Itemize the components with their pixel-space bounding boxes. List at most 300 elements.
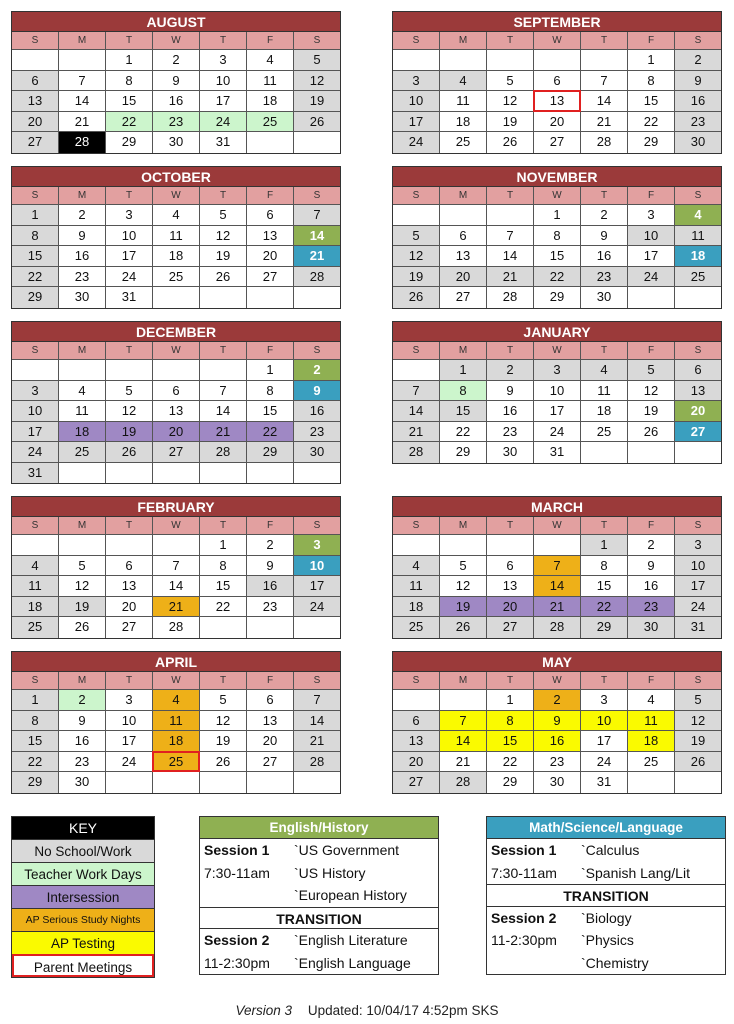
weekday-label: M bbox=[440, 517, 487, 535]
week-row bbox=[12, 205, 340, 226]
week-row bbox=[393, 711, 721, 732]
week-row bbox=[12, 112, 340, 133]
day-cell: 3 bbox=[581, 690, 628, 711]
weekday-label: S bbox=[12, 672, 59, 690]
weekday-label: M bbox=[440, 672, 487, 690]
day-cell: 24 bbox=[581, 752, 628, 773]
day-cell: 1 bbox=[487, 690, 534, 711]
day-cell: 3 bbox=[12, 381, 59, 402]
weekday-label: T bbox=[106, 517, 153, 535]
weekday-label: T bbox=[487, 672, 534, 690]
day-cell: 14 bbox=[581, 91, 628, 112]
day-cell: 17 bbox=[581, 731, 628, 752]
footer bbox=[0, 1003, 734, 1018]
week-row bbox=[12, 422, 340, 443]
day-cell bbox=[294, 132, 340, 153]
day-cell: 10 bbox=[294, 556, 340, 577]
day-cell: 5 bbox=[487, 71, 534, 92]
day-cell: 9 bbox=[487, 381, 534, 402]
week-row bbox=[393, 287, 721, 308]
day-cell: 6 bbox=[106, 556, 153, 577]
day-cell: 9 bbox=[59, 711, 106, 732]
day-cell: 21 bbox=[294, 246, 340, 267]
day-cell: 24 bbox=[393, 132, 440, 153]
weekday-header bbox=[12, 672, 340, 690]
weekday-header bbox=[393, 32, 721, 50]
day-cell: 13 bbox=[487, 576, 534, 597]
day-cell: 26 bbox=[59, 617, 106, 638]
day-cell: 5 bbox=[200, 205, 247, 226]
day-cell: 14 bbox=[153, 576, 200, 597]
day-cell: 18 bbox=[393, 597, 440, 618]
month-title: MARCH bbox=[393, 497, 721, 517]
month-title: SEPTEMBER bbox=[393, 12, 721, 32]
day-cell bbox=[294, 463, 340, 484]
day-cell: 23 bbox=[294, 422, 340, 443]
week-row bbox=[393, 360, 721, 381]
day-cell bbox=[393, 205, 440, 226]
day-cell: 11 bbox=[581, 381, 628, 402]
day-cell: 1 bbox=[534, 205, 581, 226]
weekday-label: F bbox=[247, 187, 294, 205]
day-cell: 14 bbox=[393, 401, 440, 422]
weekday-label: M bbox=[59, 672, 106, 690]
day-cell: 26 bbox=[200, 267, 247, 288]
week-row bbox=[393, 690, 721, 711]
weekday-label: T bbox=[106, 32, 153, 50]
day-cell: 22 bbox=[487, 752, 534, 773]
week-row bbox=[12, 463, 340, 484]
week-row bbox=[12, 690, 340, 711]
day-cell: 18 bbox=[581, 401, 628, 422]
day-cell: 8 bbox=[12, 226, 59, 247]
weekday-label: T bbox=[106, 342, 153, 360]
day-cell: 15 bbox=[12, 731, 59, 752]
day-cell: 3 bbox=[393, 71, 440, 92]
day-cell: 27 bbox=[440, 287, 487, 308]
day-cell: 26 bbox=[393, 287, 440, 308]
weekday-header bbox=[12, 517, 340, 535]
day-cell: 24 bbox=[200, 112, 247, 133]
day-cell: 24 bbox=[294, 597, 340, 618]
exam-name: `European History bbox=[294, 887, 407, 903]
day-cell: 27 bbox=[153, 442, 200, 463]
weekday-label: S bbox=[675, 187, 721, 205]
day-cell: 21 bbox=[200, 422, 247, 443]
week-row bbox=[12, 50, 340, 71]
day-cell: 24 bbox=[106, 752, 153, 773]
day-cell: 5 bbox=[675, 690, 721, 711]
day-cell: 21 bbox=[294, 731, 340, 752]
week-row bbox=[12, 381, 340, 402]
exam-name: `Physics bbox=[581, 932, 634, 948]
day-cell: 26 bbox=[487, 132, 534, 153]
day-cell: 11 bbox=[153, 226, 200, 247]
day-cell: 31 bbox=[581, 772, 628, 793]
month-march bbox=[392, 496, 722, 639]
day-cell: 18 bbox=[675, 246, 721, 267]
day-cell bbox=[440, 50, 487, 71]
day-cell: 1 bbox=[581, 535, 628, 556]
day-cell: 23 bbox=[581, 267, 628, 288]
day-cell: 16 bbox=[153, 91, 200, 112]
session-label: Session 1 bbox=[204, 842, 270, 858]
day-cell bbox=[153, 772, 200, 793]
day-cell: 4 bbox=[628, 690, 675, 711]
day-cell: 6 bbox=[393, 711, 440, 732]
day-cell: 12 bbox=[675, 711, 721, 732]
day-cell: 15 bbox=[200, 576, 247, 597]
day-cell bbox=[106, 463, 153, 484]
day-cell: 20 bbox=[106, 597, 153, 618]
day-cell: 21 bbox=[581, 112, 628, 133]
month-december bbox=[11, 321, 341, 484]
day-cell: 2 bbox=[59, 690, 106, 711]
weekday-label: S bbox=[675, 672, 721, 690]
exam-name: `Spanish Lang/Lit bbox=[581, 864, 690, 881]
day-cell: 3 bbox=[628, 205, 675, 226]
weekday-label: M bbox=[440, 342, 487, 360]
day-cell bbox=[487, 205, 534, 226]
day-cell: 28 bbox=[294, 752, 340, 773]
month-title: OCTOBER bbox=[12, 167, 340, 187]
day-cell: 28 bbox=[440, 772, 487, 793]
weekday-label: F bbox=[628, 517, 675, 535]
week-row bbox=[393, 535, 721, 556]
day-cell: 16 bbox=[675, 91, 721, 112]
day-cell: 12 bbox=[200, 711, 247, 732]
day-cell bbox=[675, 772, 721, 793]
week-row bbox=[393, 112, 721, 133]
day-cell: 25 bbox=[393, 617, 440, 638]
day-cell: 6 bbox=[675, 360, 721, 381]
week-row bbox=[393, 381, 721, 402]
day-cell: 6 bbox=[247, 690, 294, 711]
day-cell: 15 bbox=[628, 91, 675, 112]
day-cell: 10 bbox=[581, 711, 628, 732]
day-cell: 4 bbox=[440, 71, 487, 92]
day-cell: 7 bbox=[59, 71, 106, 92]
day-cell: 4 bbox=[153, 690, 200, 711]
day-cell bbox=[393, 50, 440, 71]
weekday-label: T bbox=[581, 32, 628, 50]
day-cell: 11 bbox=[393, 576, 440, 597]
day-cell: 26 bbox=[200, 752, 247, 773]
week-row bbox=[393, 597, 721, 618]
day-cell: 22 bbox=[628, 112, 675, 133]
weekday-label: S bbox=[393, 32, 440, 50]
day-cell: 25 bbox=[153, 267, 200, 288]
day-cell: 4 bbox=[59, 381, 106, 402]
weekday-label: W bbox=[153, 672, 200, 690]
day-cell: 21 bbox=[153, 597, 200, 618]
day-cell bbox=[487, 535, 534, 556]
day-cell: 29 bbox=[487, 772, 534, 793]
weekday-label: S bbox=[294, 517, 340, 535]
day-cell: 28 bbox=[534, 617, 581, 638]
weekday-header bbox=[12, 342, 340, 360]
day-cell: 15 bbox=[487, 731, 534, 752]
day-cell: 12 bbox=[628, 381, 675, 402]
week-row bbox=[12, 287, 340, 308]
day-cell: 24 bbox=[534, 422, 581, 443]
day-cell bbox=[59, 463, 106, 484]
day-cell: 2 bbox=[247, 535, 294, 556]
weekday-label: T bbox=[106, 187, 153, 205]
day-cell: 3 bbox=[106, 205, 153, 226]
day-cell: 18 bbox=[628, 731, 675, 752]
weekday-label: F bbox=[247, 517, 294, 535]
day-cell: 9 bbox=[153, 71, 200, 92]
weekday-label: F bbox=[247, 342, 294, 360]
day-cell: 19 bbox=[487, 112, 534, 133]
day-cell: 11 bbox=[59, 401, 106, 422]
weekday-label: T bbox=[487, 187, 534, 205]
day-cell: 28 bbox=[581, 132, 628, 153]
day-cell: 16 bbox=[294, 401, 340, 422]
weekday-label: S bbox=[294, 672, 340, 690]
week-row bbox=[393, 226, 721, 247]
day-cell: 16 bbox=[247, 576, 294, 597]
day-cell: 8 bbox=[247, 381, 294, 402]
week-row bbox=[12, 731, 340, 752]
day-cell: 28 bbox=[294, 267, 340, 288]
day-cell: 17 bbox=[294, 576, 340, 597]
legend-key bbox=[11, 816, 155, 978]
day-cell: 2 bbox=[153, 50, 200, 71]
day-cell: 29 bbox=[12, 772, 59, 793]
day-cell: 30 bbox=[59, 287, 106, 308]
session-label: Session 1 bbox=[491, 842, 557, 858]
day-cell: 30 bbox=[59, 772, 106, 793]
session-time bbox=[487, 952, 581, 975]
weekday-label: W bbox=[534, 32, 581, 50]
day-cell: 9 bbox=[247, 556, 294, 577]
exam-name: `English Language bbox=[294, 954, 411, 971]
day-cell bbox=[12, 50, 59, 71]
day-cell: 3 bbox=[200, 50, 247, 71]
day-cell: 22 bbox=[440, 422, 487, 443]
weekday-label: F bbox=[247, 32, 294, 50]
day-cell: 28 bbox=[393, 442, 440, 463]
week-row bbox=[12, 91, 340, 112]
day-cell bbox=[59, 50, 106, 71]
day-cell: 12 bbox=[200, 226, 247, 247]
day-cell bbox=[581, 50, 628, 71]
day-cell: 13 bbox=[153, 401, 200, 422]
day-cell: 5 bbox=[59, 556, 106, 577]
day-cell: 2 bbox=[675, 50, 721, 71]
day-cell: 30 bbox=[581, 287, 628, 308]
day-cell: 10 bbox=[106, 711, 153, 732]
day-cell bbox=[581, 442, 628, 463]
transition-label: TRANSITION bbox=[200, 907, 438, 930]
day-cell: 19 bbox=[628, 401, 675, 422]
day-cell: 25 bbox=[59, 442, 106, 463]
day-cell: 4 bbox=[12, 556, 59, 577]
day-cell bbox=[153, 463, 200, 484]
day-cell: 13 bbox=[534, 91, 581, 112]
day-cell: 20 bbox=[675, 401, 721, 422]
day-cell: 23 bbox=[247, 597, 294, 618]
day-cell: 5 bbox=[628, 360, 675, 381]
day-cell: 20 bbox=[487, 597, 534, 618]
day-cell bbox=[247, 132, 294, 153]
day-cell bbox=[675, 442, 721, 463]
day-cell: 1 bbox=[247, 360, 294, 381]
day-cell bbox=[247, 772, 294, 793]
day-cell: 14 bbox=[294, 711, 340, 732]
weekday-label: W bbox=[153, 517, 200, 535]
week-row bbox=[393, 772, 721, 793]
day-cell: 13 bbox=[247, 226, 294, 247]
day-cell: 2 bbox=[487, 360, 534, 381]
day-cell: 7 bbox=[294, 690, 340, 711]
day-cell: 11 bbox=[675, 226, 721, 247]
day-cell bbox=[106, 535, 153, 556]
week-row bbox=[12, 556, 340, 577]
day-cell: 13 bbox=[440, 246, 487, 267]
day-cell: 12 bbox=[440, 576, 487, 597]
day-cell: 1 bbox=[12, 690, 59, 711]
day-cell: 29 bbox=[628, 132, 675, 153]
day-cell bbox=[12, 535, 59, 556]
day-cell: 30 bbox=[628, 617, 675, 638]
day-cell: 8 bbox=[581, 556, 628, 577]
day-cell: 26 bbox=[294, 112, 340, 133]
weekday-label: S bbox=[12, 517, 59, 535]
day-cell: 9 bbox=[59, 226, 106, 247]
month-title: APRIL bbox=[12, 652, 340, 672]
day-cell: 15 bbox=[106, 91, 153, 112]
weekday-label: F bbox=[628, 672, 675, 690]
day-cell: 7 bbox=[581, 71, 628, 92]
day-cell: 22 bbox=[12, 752, 59, 773]
weekday-label: T bbox=[200, 672, 247, 690]
week-row bbox=[12, 132, 340, 153]
day-cell: 31 bbox=[106, 287, 153, 308]
day-cell: 16 bbox=[487, 401, 534, 422]
day-cell: 18 bbox=[153, 246, 200, 267]
day-cell: 14 bbox=[440, 731, 487, 752]
week-row bbox=[393, 205, 721, 226]
day-cell: 1 bbox=[200, 535, 247, 556]
day-cell: 12 bbox=[59, 576, 106, 597]
day-cell: 18 bbox=[247, 91, 294, 112]
day-cell: 8 bbox=[534, 226, 581, 247]
day-cell: 9 bbox=[581, 226, 628, 247]
day-cell: 30 bbox=[487, 442, 534, 463]
day-cell: 29 bbox=[534, 287, 581, 308]
session-time: 7:30-11am bbox=[204, 864, 270, 881]
day-cell: 19 bbox=[200, 246, 247, 267]
day-cell: 12 bbox=[294, 71, 340, 92]
month-october bbox=[11, 166, 341, 309]
day-cell bbox=[534, 50, 581, 71]
day-cell: 24 bbox=[628, 267, 675, 288]
day-cell bbox=[200, 617, 247, 638]
weekday-label: T bbox=[581, 342, 628, 360]
week-row bbox=[393, 132, 721, 153]
day-cell bbox=[153, 535, 200, 556]
weekday-label: T bbox=[487, 342, 534, 360]
day-cell: 17 bbox=[675, 576, 721, 597]
day-cell: 10 bbox=[393, 91, 440, 112]
weekday-label: T bbox=[200, 517, 247, 535]
day-cell: 8 bbox=[487, 711, 534, 732]
day-cell bbox=[440, 205, 487, 226]
week-row bbox=[393, 752, 721, 773]
week-row bbox=[393, 422, 721, 443]
weekday-label: T bbox=[200, 342, 247, 360]
day-cell: 29 bbox=[581, 617, 628, 638]
day-cell bbox=[628, 442, 675, 463]
session-time: 7:30-11am bbox=[491, 864, 557, 881]
day-cell bbox=[106, 772, 153, 793]
weekday-label: W bbox=[153, 32, 200, 50]
exam-name: `US Government bbox=[294, 842, 400, 858]
day-cell: 14 bbox=[487, 246, 534, 267]
day-cell: 21 bbox=[440, 752, 487, 773]
weekday-label: M bbox=[440, 32, 487, 50]
day-cell: 21 bbox=[59, 112, 106, 133]
day-cell: 1 bbox=[106, 50, 153, 71]
weekday-label: F bbox=[247, 672, 294, 690]
week-row bbox=[393, 617, 721, 638]
weekday-label: W bbox=[534, 517, 581, 535]
day-cell: 28 bbox=[153, 617, 200, 638]
week-row bbox=[393, 246, 721, 267]
day-cell: 8 bbox=[106, 71, 153, 92]
day-cell: 27 bbox=[675, 422, 721, 443]
day-cell: 11 bbox=[628, 711, 675, 732]
week-row bbox=[393, 556, 721, 577]
day-cell: 7 bbox=[534, 556, 581, 577]
week-row bbox=[12, 597, 340, 618]
weekday-label: S bbox=[12, 32, 59, 50]
day-cell bbox=[628, 772, 675, 793]
day-cell: 17 bbox=[106, 731, 153, 752]
weekday-label: S bbox=[12, 187, 59, 205]
day-cell: 17 bbox=[628, 246, 675, 267]
weekday-label: F bbox=[628, 187, 675, 205]
weekday-label: W bbox=[153, 342, 200, 360]
day-cell: 28 bbox=[59, 132, 106, 153]
week-row bbox=[12, 267, 340, 288]
day-cell: 23 bbox=[675, 112, 721, 133]
day-cell: 25 bbox=[675, 267, 721, 288]
day-cell: 27 bbox=[534, 132, 581, 153]
day-cell: 18 bbox=[440, 112, 487, 133]
day-cell: 21 bbox=[534, 597, 581, 618]
day-cell: 8 bbox=[200, 556, 247, 577]
day-cell: 26 bbox=[628, 422, 675, 443]
day-cell: 24 bbox=[675, 597, 721, 618]
day-cell: 31 bbox=[200, 132, 247, 153]
day-cell bbox=[393, 360, 440, 381]
day-cell: 23 bbox=[534, 752, 581, 773]
exam-name: `English Literature bbox=[294, 932, 408, 948]
week-row bbox=[12, 401, 340, 422]
version-label: Version 3 bbox=[235, 1003, 293, 1018]
day-cell: 25 bbox=[12, 617, 59, 638]
day-cell: 27 bbox=[106, 617, 153, 638]
day-cell: 10 bbox=[12, 401, 59, 422]
day-cell: 11 bbox=[12, 576, 59, 597]
day-cell: 9 bbox=[294, 381, 340, 402]
week-row bbox=[12, 576, 340, 597]
weekday-label: S bbox=[393, 672, 440, 690]
